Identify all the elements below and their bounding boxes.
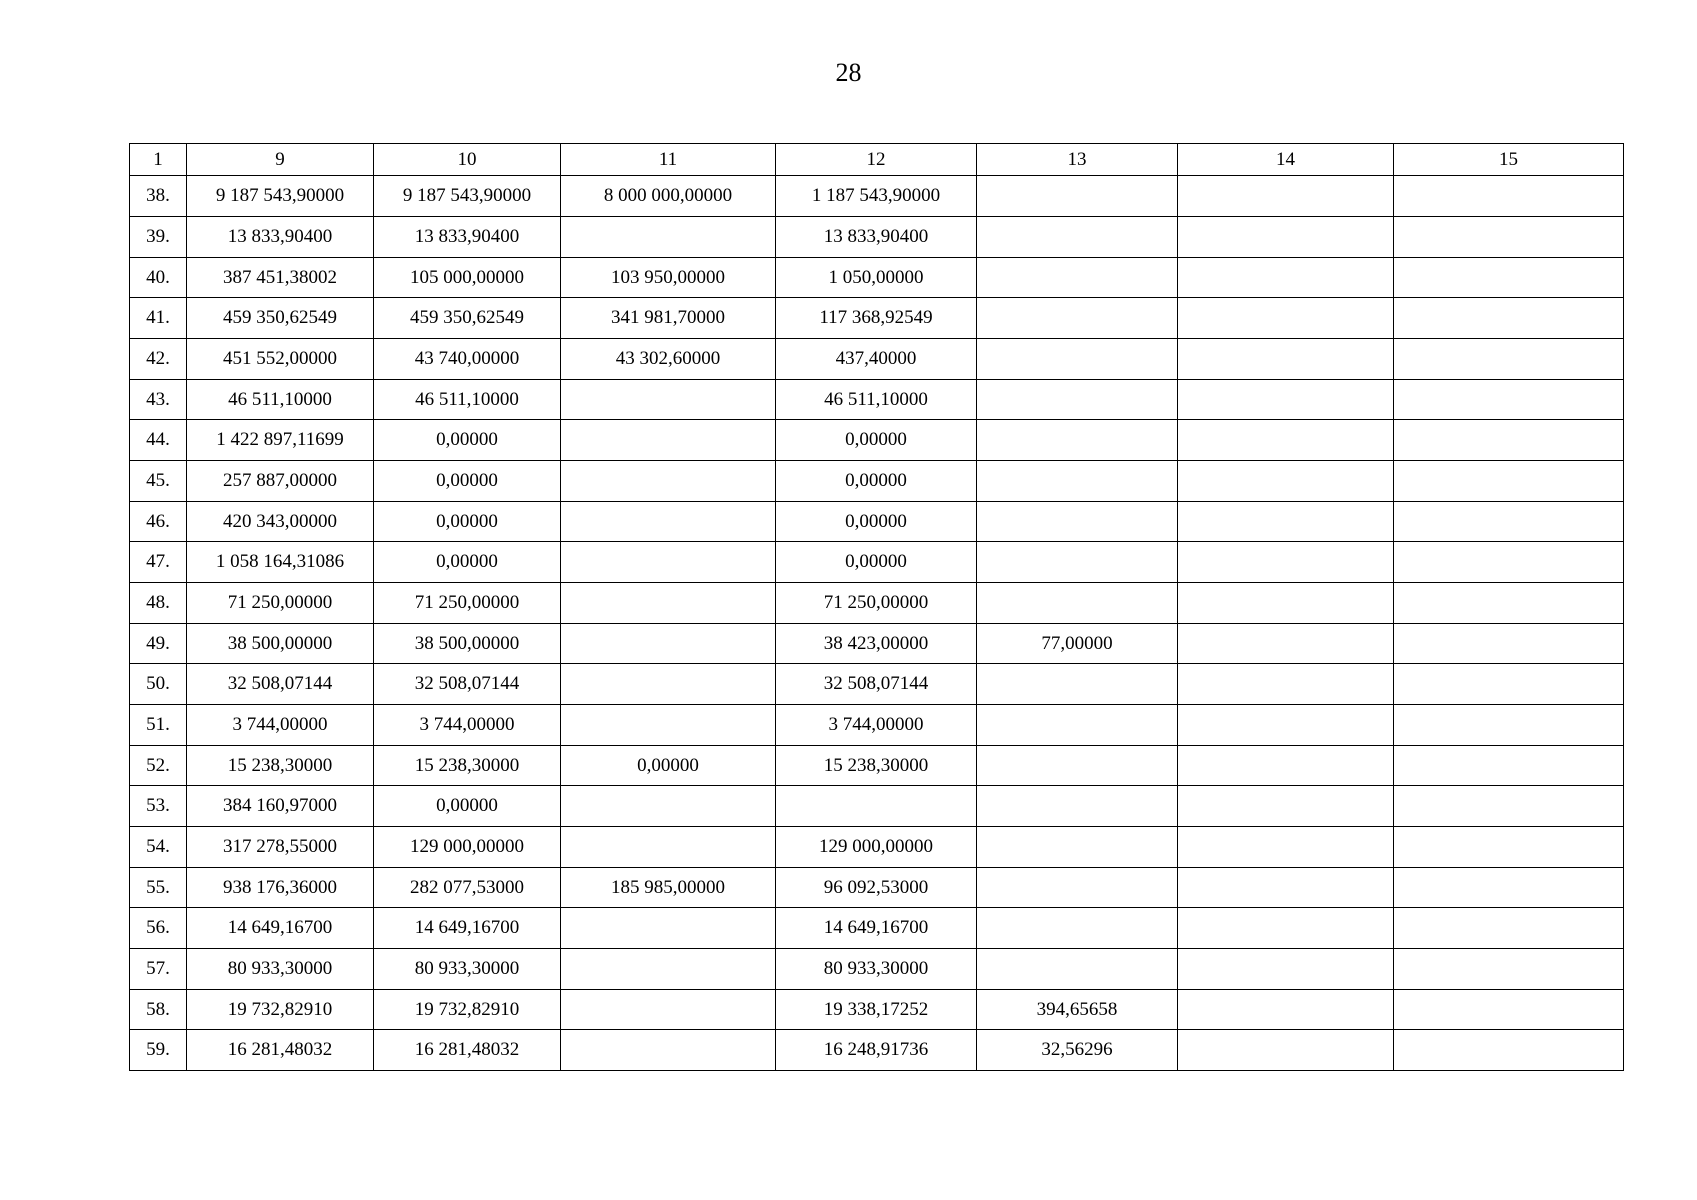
cell-col-15 [1394, 217, 1624, 258]
cell-col-12: 46 511,10000 [776, 380, 977, 420]
cell-col-13 [977, 217, 1178, 258]
cell-col-13 [977, 949, 1178, 990]
cell-col-11: 103 950,00000 [561, 258, 776, 298]
page-number: 28 [835, 58, 862, 87]
cell-col-14 [1178, 583, 1394, 624]
cell-col-14 [1178, 217, 1394, 258]
cell-col-15 [1394, 298, 1624, 339]
cell-col-1: 59. [130, 1030, 187, 1071]
header-cell-col-11: 11 [561, 144, 776, 176]
cell-col-9: 459 350,62549 [187, 298, 374, 339]
cell-col-9: 1 422 897,11699 [187, 420, 374, 461]
header-row [130, 144, 1624, 176]
cell-col-1: 49. [130, 624, 187, 664]
cell-col-10: 71 250,00000 [374, 583, 561, 624]
cell-col-12: 32 508,07144 [776, 664, 977, 705]
cell-col-9: 16 281,48032 [187, 1030, 374, 1071]
cell-col-1: 38. [130, 176, 187, 217]
cell-col-9: 9 187 543,90000 [187, 176, 374, 217]
cell-col-1: 57. [130, 949, 187, 990]
cell-col-10: 459 350,62549 [374, 298, 561, 339]
table-row [130, 502, 1624, 542]
cell-col-10: 0,00000 [374, 420, 561, 461]
cell-col-11 [561, 461, 776, 502]
cell-col-10: 13 833,90400 [374, 217, 561, 258]
table-row [130, 786, 1624, 827]
cell-col-9: 420 343,00000 [187, 502, 374, 542]
cell-col-15 [1394, 624, 1624, 664]
cell-col-9: 80 933,30000 [187, 949, 374, 990]
cell-col-10: 19 732,82910 [374, 990, 561, 1030]
cell-col-14 [1178, 786, 1394, 827]
cell-col-12: 437,40000 [776, 339, 977, 380]
cell-col-12: 13 833,90400 [776, 217, 977, 258]
cell-col-11 [561, 908, 776, 949]
cell-col-1: 42. [130, 339, 187, 380]
cell-col-10: 46 511,10000 [374, 380, 561, 420]
cell-col-13 [977, 420, 1178, 461]
cell-col-14 [1178, 542, 1394, 583]
cell-col-1: 48. [130, 583, 187, 624]
table-row [130, 746, 1624, 786]
cell-col-13 [977, 461, 1178, 502]
cell-col-15 [1394, 908, 1624, 949]
cell-col-9: 317 278,55000 [187, 827, 374, 868]
cell-col-1: 41. [130, 298, 187, 339]
header-cell-col-10: 10 [374, 144, 561, 176]
cell-col-9: 32 508,07144 [187, 664, 374, 705]
cell-col-10: 38 500,00000 [374, 624, 561, 664]
cell-col-14 [1178, 827, 1394, 868]
cell-col-11 [561, 624, 776, 664]
cell-col-13 [977, 176, 1178, 217]
cell-col-13 [977, 502, 1178, 542]
cell-col-9: 387 451,38002 [187, 258, 374, 298]
cell-col-11 [561, 786, 776, 827]
cell-col-9: 384 160,97000 [187, 786, 374, 827]
table-row [130, 420, 1624, 461]
cell-col-10: 16 281,48032 [374, 1030, 561, 1071]
cell-col-13: 394,65658 [977, 990, 1178, 1030]
cell-col-14 [1178, 664, 1394, 705]
table-row [130, 380, 1624, 420]
cell-col-9: 38 500,00000 [187, 624, 374, 664]
cell-col-13 [977, 298, 1178, 339]
cell-col-11 [561, 217, 776, 258]
cell-col-9: 15 238,30000 [187, 746, 374, 786]
table-row [130, 908, 1624, 949]
cell-col-13 [977, 258, 1178, 298]
table-row [130, 624, 1624, 664]
cell-col-13 [977, 583, 1178, 624]
cell-col-14 [1178, 1030, 1394, 1071]
cell-col-14 [1178, 461, 1394, 502]
cell-col-15 [1394, 583, 1624, 624]
cell-col-1: 51. [130, 705, 187, 746]
cell-col-12: 15 238,30000 [776, 746, 977, 786]
table-row [130, 827, 1624, 868]
table-row [130, 664, 1624, 705]
cell-col-1: 56. [130, 908, 187, 949]
cell-col-12: 129 000,00000 [776, 827, 977, 868]
cell-col-1: 39. [130, 217, 187, 258]
cell-col-10: 32 508,07144 [374, 664, 561, 705]
cell-col-15 [1394, 176, 1624, 217]
cell-col-15 [1394, 1030, 1624, 1071]
cell-col-1: 43. [130, 380, 187, 420]
cell-col-14 [1178, 705, 1394, 746]
cell-col-11 [561, 420, 776, 461]
cell-col-10: 3 744,00000 [374, 705, 561, 746]
table-row [130, 949, 1624, 990]
table-row [130, 258, 1624, 298]
cell-col-15 [1394, 420, 1624, 461]
cell-col-13: 32,56296 [977, 1030, 1178, 1071]
cell-col-11 [561, 380, 776, 420]
cell-col-12: 0,00000 [776, 461, 977, 502]
cell-col-10: 0,00000 [374, 461, 561, 502]
cell-col-14 [1178, 949, 1394, 990]
cell-col-1: 58. [130, 990, 187, 1030]
table-row [130, 990, 1624, 1030]
cell-col-12: 117 368,92549 [776, 298, 977, 339]
cell-col-12: 71 250,00000 [776, 583, 977, 624]
cell-col-13 [977, 705, 1178, 746]
data-table [129, 143, 1624, 1071]
cell-col-1: 46. [130, 502, 187, 542]
cell-col-9: 14 649,16700 [187, 908, 374, 949]
cell-col-12: 1 050,00000 [776, 258, 977, 298]
cell-col-1: 53. [130, 786, 187, 827]
cell-col-11 [561, 827, 776, 868]
cell-col-13 [977, 664, 1178, 705]
cell-col-13 [977, 827, 1178, 868]
cell-col-10: 9 187 543,90000 [374, 176, 561, 217]
cell-col-10: 282 077,53000 [374, 868, 561, 908]
cell-col-15 [1394, 380, 1624, 420]
cell-col-1: 55. [130, 868, 187, 908]
cell-col-10: 14 649,16700 [374, 908, 561, 949]
cell-col-12: 0,00000 [776, 542, 977, 583]
cell-col-14 [1178, 380, 1394, 420]
cell-col-11: 185 985,00000 [561, 868, 776, 908]
cell-col-1: 52. [130, 746, 187, 786]
cell-col-12: 0,00000 [776, 420, 977, 461]
cell-col-14 [1178, 868, 1394, 908]
cell-col-1: 44. [130, 420, 187, 461]
cell-col-15 [1394, 827, 1624, 868]
cell-col-13 [977, 908, 1178, 949]
cell-col-11 [561, 705, 776, 746]
cell-col-13 [977, 868, 1178, 908]
cell-col-14 [1178, 176, 1394, 217]
cell-col-13 [977, 339, 1178, 380]
cell-col-10: 105 000,00000 [374, 258, 561, 298]
cell-col-9: 71 250,00000 [187, 583, 374, 624]
cell-col-11: 341 981,70000 [561, 298, 776, 339]
cell-col-11: 8 000 000,00000 [561, 176, 776, 217]
cell-col-14 [1178, 624, 1394, 664]
cell-col-13 [977, 380, 1178, 420]
cell-col-15 [1394, 990, 1624, 1030]
cell-col-14 [1178, 908, 1394, 949]
cell-col-15 [1394, 542, 1624, 583]
cell-col-15 [1394, 339, 1624, 380]
cell-col-10: 43 740,00000 [374, 339, 561, 380]
cell-col-15 [1394, 868, 1624, 908]
header-cell-col-9: 9 [187, 144, 374, 176]
table-row [130, 176, 1624, 217]
cell-col-1: 54. [130, 827, 187, 868]
cell-col-9: 451 552,00000 [187, 339, 374, 380]
cell-col-11: 0,00000 [561, 746, 776, 786]
cell-col-12: 14 649,16700 [776, 908, 977, 949]
cell-col-12: 38 423,00000 [776, 624, 977, 664]
header-cell-col-1: 1 [130, 144, 187, 176]
cell-col-9: 13 833,90400 [187, 217, 374, 258]
cell-col-15 [1394, 746, 1624, 786]
cell-col-12: 19 338,17252 [776, 990, 977, 1030]
cell-col-14 [1178, 258, 1394, 298]
table-row [130, 583, 1624, 624]
cell-col-11 [561, 583, 776, 624]
cell-col-15 [1394, 258, 1624, 298]
cell-col-12: 16 248,91736 [776, 1030, 977, 1071]
cell-col-13 [977, 746, 1178, 786]
table-body [130, 144, 1624, 1071]
cell-col-11 [561, 949, 776, 990]
cell-col-12: 80 933,30000 [776, 949, 977, 990]
cell-col-10: 15 238,30000 [374, 746, 561, 786]
cell-col-12: 96 092,53000 [776, 868, 977, 908]
table-row [130, 542, 1624, 583]
cell-col-15 [1394, 502, 1624, 542]
cell-col-9: 3 744,00000 [187, 705, 374, 746]
header-cell-col-13: 13 [977, 144, 1178, 176]
cell-col-11 [561, 1030, 776, 1071]
cell-col-15 [1394, 786, 1624, 827]
cell-col-14 [1178, 298, 1394, 339]
cell-col-10: 80 933,30000 [374, 949, 561, 990]
cell-col-1: 47. [130, 542, 187, 583]
cell-col-13: 77,00000 [977, 624, 1178, 664]
cell-col-11 [561, 542, 776, 583]
cell-col-13 [977, 786, 1178, 827]
table-row [130, 339, 1624, 380]
cell-col-9: 19 732,82910 [187, 990, 374, 1030]
cell-col-12: 3 744,00000 [776, 705, 977, 746]
table-row [130, 298, 1624, 339]
cell-col-12: 1 187 543,90000 [776, 176, 977, 217]
table-row [130, 461, 1624, 502]
cell-col-1: 45. [130, 461, 187, 502]
table-row [130, 705, 1624, 746]
cell-col-10: 0,00000 [374, 786, 561, 827]
cell-col-11 [561, 990, 776, 1030]
cell-col-14 [1178, 502, 1394, 542]
cell-col-14 [1178, 339, 1394, 380]
cell-col-15 [1394, 461, 1624, 502]
cell-col-9: 1 058 164,31086 [187, 542, 374, 583]
table-row [130, 1030, 1624, 1071]
cell-col-14 [1178, 990, 1394, 1030]
table-row [130, 868, 1624, 908]
header-cell-col-15: 15 [1394, 144, 1624, 176]
cell-col-12 [776, 786, 977, 827]
cell-col-10: 0,00000 [374, 502, 561, 542]
cell-col-9: 257 887,00000 [187, 461, 374, 502]
cell-col-13 [977, 542, 1178, 583]
cell-col-15 [1394, 705, 1624, 746]
header-cell-col-12: 12 [776, 144, 977, 176]
cell-col-15 [1394, 664, 1624, 705]
cell-col-9: 938 176,36000 [187, 868, 374, 908]
table-row [130, 217, 1624, 258]
cell-col-1: 40. [130, 258, 187, 298]
cell-col-10: 0,00000 [374, 542, 561, 583]
cell-col-11 [561, 502, 776, 542]
cell-col-12: 0,00000 [776, 502, 977, 542]
cell-col-11: 43 302,60000 [561, 339, 776, 380]
cell-col-9: 46 511,10000 [187, 380, 374, 420]
cell-col-14 [1178, 420, 1394, 461]
cell-col-14 [1178, 746, 1394, 786]
cell-col-10: 129 000,00000 [374, 827, 561, 868]
header-cell-col-14: 14 [1178, 144, 1394, 176]
cell-col-11 [561, 664, 776, 705]
cell-col-1: 50. [130, 664, 187, 705]
cell-col-15 [1394, 949, 1624, 990]
